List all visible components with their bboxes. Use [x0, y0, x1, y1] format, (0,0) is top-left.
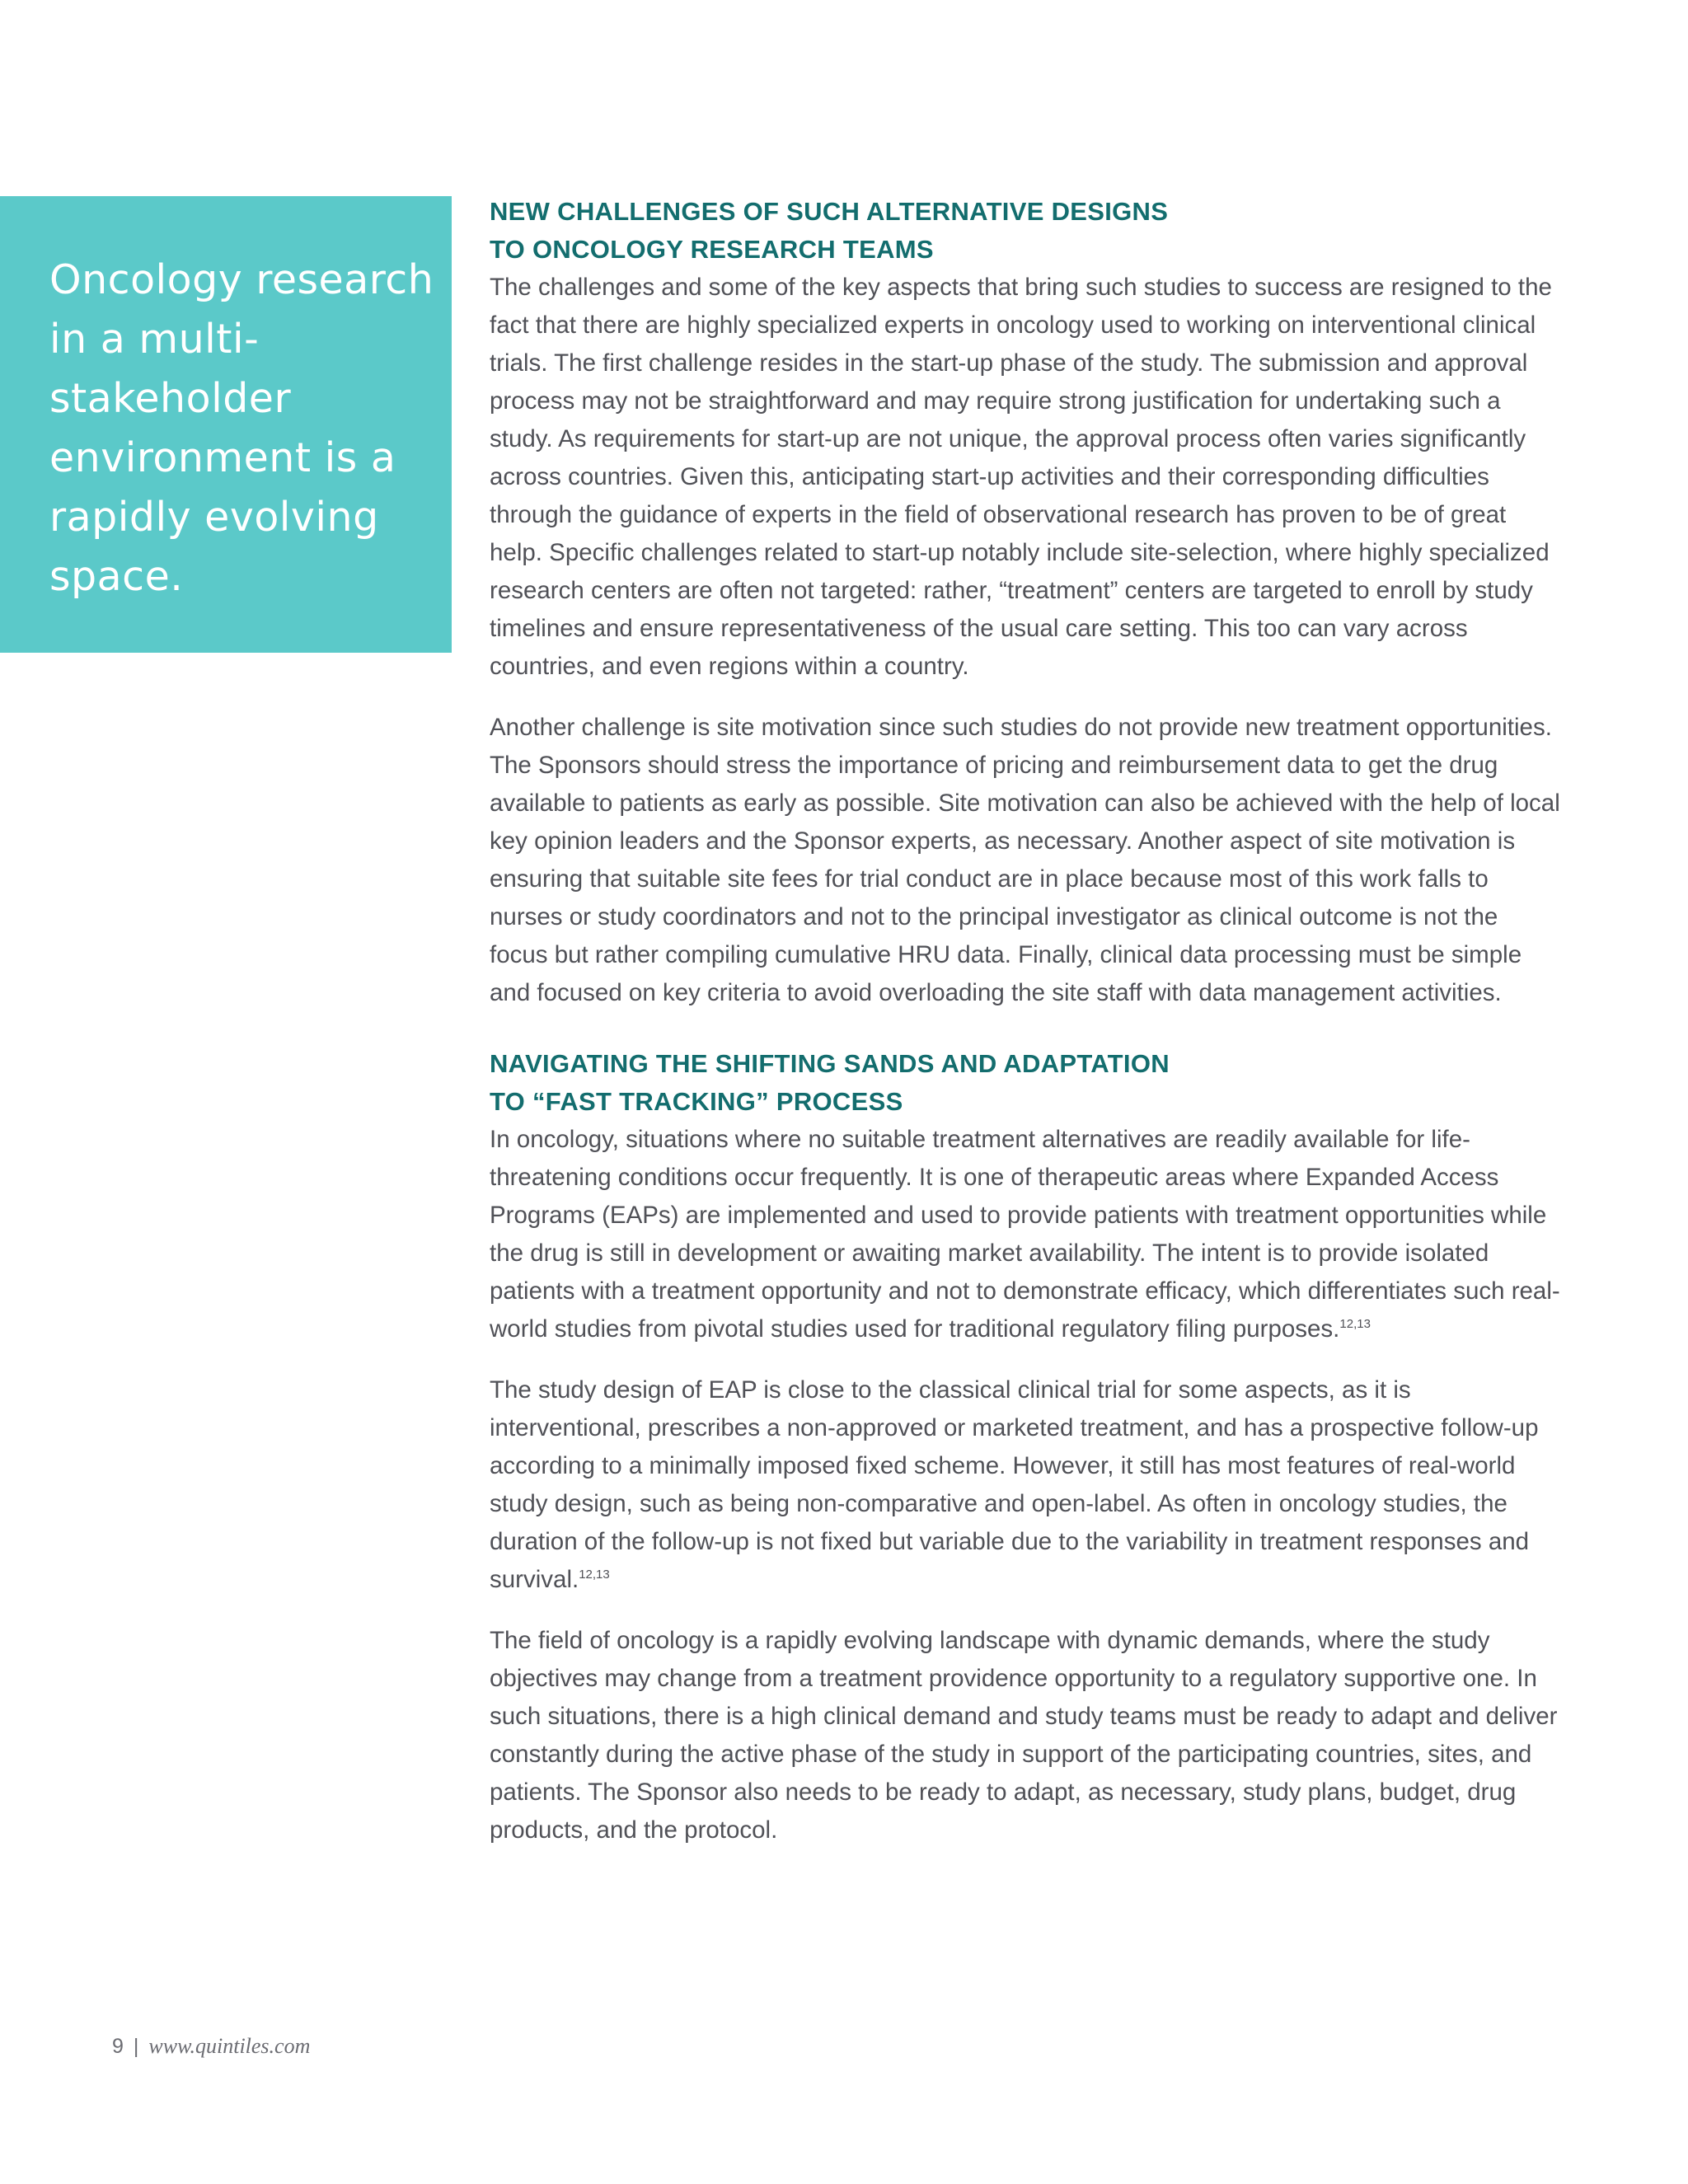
page-number: 9 [112, 2035, 124, 2058]
website-link[interactable]: www.quintiles.com [148, 2034, 311, 2058]
pull-quote-callout [0, 196, 452, 653]
paragraph-text: The challenges and some of the key aspects that bring such studies to success are resigned to the fact that there are highly specialized experts in oncology used to working on interventional clinical trials. The first challenge resides in the start-up phase of the study. The submission and approval process may not be straightforward and may require strong justification for undertaking such a study. As requirements for start-up are not unique, the approval process often varies significantly across countries. Given this, anticipating start-up activities and their corresponding difficulties through the guidance of experts in the field of observational research has proven to be of great help. Specific challenges related to start-up notably include site-selection, where highly specialized research centers are often not targeted: rather, “treatment” centers are targeted to enroll by study timelines and ensure representativeness of the usual care setting. This too can vary across countries, and even regions within a country. [490, 274, 1552, 680]
paragraph-text: The field of oncology is a rapidly evolving landscape with dynamic demands, where the study objectives may change from a treatment providence opportunity to a regulatory supportive one. In such situations, there is a high clinical demand and study teams must be ready to adapt and deliver constantly during the active phase of the study in support of the participating countries, sites, and patients. The Sponsor also needs to be ready to adapt, as necessary, study plans, budget, drug products, and the protocol. [490, 1627, 1558, 1844]
body-paragraph [490, 1622, 1561, 1849]
heading-line: NEW CHALLENGES OF SUCH ALTERNATIVE DESIGNS [490, 197, 1169, 226]
section-heading [490, 193, 1561, 269]
heading-line: TO ONCOLOGY RESEARCH TEAMS [490, 235, 934, 264]
section-fast-tracking [490, 1045, 1561, 1849]
article-body [490, 193, 1561, 1872]
reference-superscript: 12,13 [1339, 1317, 1371, 1332]
pull-quote-text: Oncology research in a multi-stakeholder environment is a rapidly evolving space. [49, 256, 434, 600]
heading-line: TO “FAST TRACKING” PROCESS [490, 1087, 903, 1116]
paragraph-text: The study design of EAP is close to the classical clinical trial for some aspects, as it is interventional, prescribes a non-approved or marketed treatment, and has a prospective follow-up according to a minimally imposed fixed scheme. However, it still has most features of real-world study design, such as being non-comparative and open-label. As often in oncology studies, the duration of the follow-up is not fixed but variable due to the variability in treatment responses and survival. [490, 1376, 1539, 1593]
reference-superscript: 12,13 [579, 1568, 610, 1582]
heading-line: NAVIGATING THE SHIFTING SANDS AND ADAPTATION [490, 1049, 1170, 1078]
paragraph-text: Another challenge is site motivation since such studies do not provide new treatment opportunities. The Sponsors should stress the importance of pricing and reimbursement data to get the drug available to patients as early as possible. Site motivation can also be achieved with the help of local key opinion leaders and the Sponsor experts, as necessary. Another aspect of site motivation is ensuring that suitable site fees for trial conduct are in place because most of this work falls to nurses or study coordinators and not to the principal investigator as clinical outcome is not the focus but rather compiling cumulative HRU data. Finally, clinical data processing must be simple and focused on key criteria to avoid overloading the site staff with data management activities. [490, 714, 1560, 1006]
body-paragraph [490, 709, 1561, 1012]
body-paragraph [490, 1371, 1561, 1599]
section-heading [490, 1045, 1561, 1121]
section-new-challenges [490, 193, 1561, 1012]
footer-separator: | [133, 2035, 139, 2058]
paragraph-text: In oncology, situations where no suitable treatment alternatives are readily available for life-threatening conditions occur frequently. It is one of therapeutic areas where Expanded Access Programs (EAPs) are implemented and used to provide patients with treatment opportunities while the drug is still in development or awaiting market availability. The intent is to provide isolated patients with a treatment opportunity and not to demonstrate efficacy, which differentiates such real-world studies from pivotal studies used for traditional regulatory filing purposes. [490, 1126, 1560, 1343]
body-paragraph [490, 269, 1561, 686]
body-paragraph [490, 1121, 1561, 1348]
page-footer [112, 2034, 310, 2059]
